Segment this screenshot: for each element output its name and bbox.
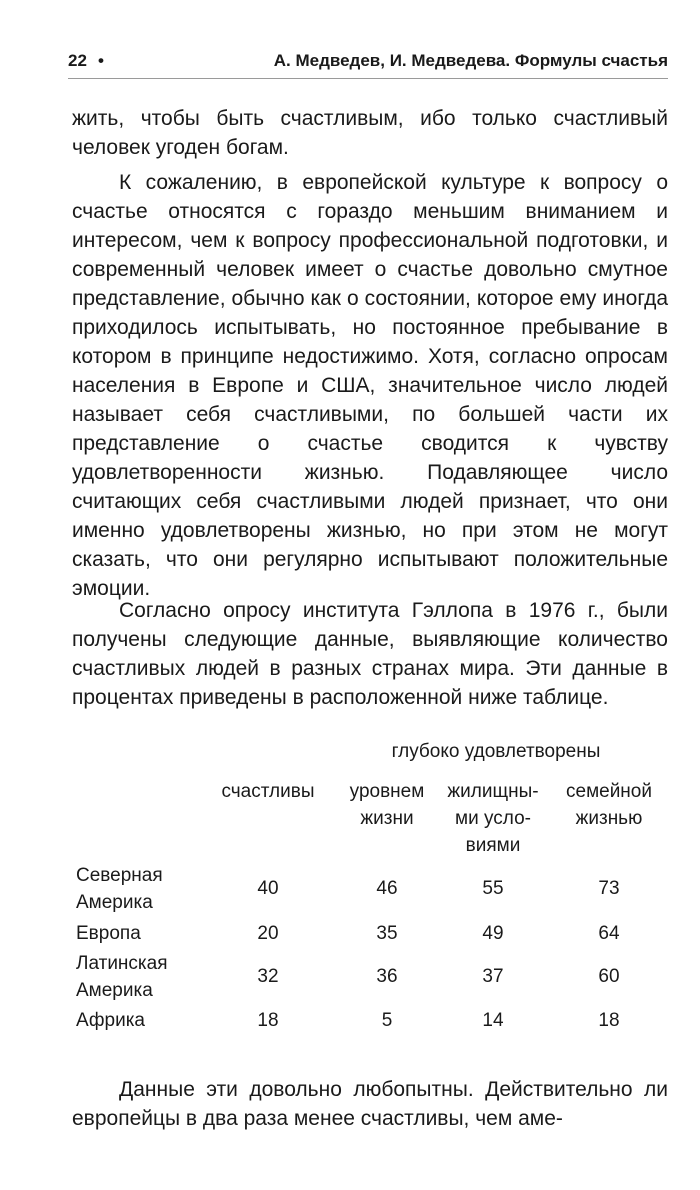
table-cell: 5 bbox=[381, 1010, 393, 1031]
table-cell: 64 bbox=[598, 923, 620, 944]
table-cell: 60 bbox=[598, 966, 620, 987]
happiness-table bbox=[72, 738, 668, 1038]
column-header-happy: счастливы bbox=[221, 781, 315, 802]
table-cell: 55 bbox=[482, 878, 504, 899]
column-header-family-life: семейной жизнью bbox=[566, 781, 652, 829]
paragraph-3: Согласно опросу института Гэллопа в 1976 г., были получены следующие данные, выявляющие количество счастливых людей в разных странах мира. Эти данные в процентах приведены в расположенной ниже таблице. bbox=[72, 599, 668, 709]
table-cell: 18 bbox=[257, 1010, 279, 1031]
row-label: Северная Америка bbox=[76, 865, 163, 913]
table-cell: 40 bbox=[257, 878, 279, 899]
table-cell: 46 bbox=[376, 878, 398, 899]
paragraph-2: К сожалению, в европейской культуре к вопросу о счастье относятся с гораздо меньшим вниманием и интересом, чем к вопросу профессиональной подготовки, и современный человек имеет о счастье довольно смутное представление, обычно как о состоянии, которое ему иногда приходилось испытывать, но постоянное пребывание в котором в принципе недостижимо. Хотя, согласно опросам населения в Европе и США, значительное число людей называет себя счастливыми, по большей части их представление о счастье сводится к чувству удовлетворенности жизнью. Подавляющее число считающих себя счастливыми людей признает, что они именно удовлетворены жизнью, но при этом не могут сказать, что они регулярно испытывают положительные эмоции. bbox=[72, 171, 668, 600]
table-cell: 49 bbox=[482, 923, 504, 944]
page-number: 22 bbox=[68, 51, 87, 70]
header-rule bbox=[68, 78, 668, 79]
row-label: Латинская Америка bbox=[76, 953, 168, 1001]
table-cell: 14 bbox=[482, 1010, 504, 1031]
row-label: Африка bbox=[76, 1010, 145, 1031]
table-group-header: глубоко удовлетворены bbox=[391, 741, 601, 762]
table-cell: 73 bbox=[598, 878, 620, 899]
bullet-separator: • bbox=[98, 51, 104, 70]
table-cell: 32 bbox=[257, 966, 279, 987]
column-header-living-standard: уровнем жизни bbox=[349, 781, 425, 829]
paragraph-1: жить, чтобы быть счастливым, ибо только счастливый человек угоден богам. bbox=[72, 107, 668, 159]
paragraph-4: Данные эти довольно любопытны. Действительно ли европейцы в два раза менее счастливы, чем аме- bbox=[72, 1078, 668, 1130]
table-cell: 20 bbox=[257, 923, 279, 944]
running-title: А. Медведев, И. Медведева. Формулы счастья bbox=[273, 51, 668, 70]
table-cell: 36 bbox=[376, 966, 398, 987]
table-cell: 35 bbox=[376, 923, 398, 944]
table-cell: 37 bbox=[482, 966, 504, 987]
table-cell: 18 bbox=[598, 1010, 620, 1031]
running-header bbox=[68, 46, 668, 76]
column-header-housing: жилищны- ми усло- виями bbox=[447, 781, 539, 856]
row-label: Европа bbox=[76, 923, 141, 944]
